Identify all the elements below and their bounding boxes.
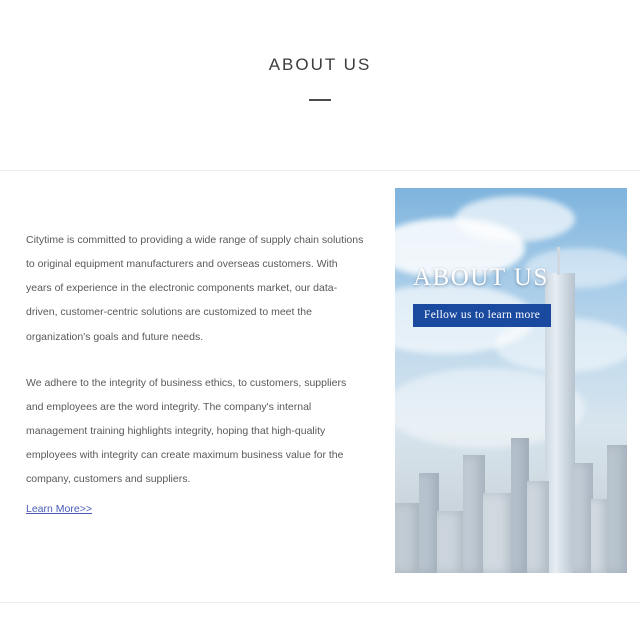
building-shape	[573, 463, 593, 573]
about-paragraph-2: We adhere to the integrity of business ethics, to customers, suppliers and employees are the word integrity. The company's internal management training highlights integrity, hoping that high-quality employees with integrity can create maximum business value for the company, customers and suppliers.	[26, 376, 347, 486]
skyline-graphic	[395, 383, 627, 573]
title-divider	[309, 99, 331, 101]
about-text-column	[0, 188, 395, 588]
section-header	[0, 0, 640, 101]
hero-image	[395, 188, 627, 573]
building-shape	[483, 493, 513, 573]
hero-title: ABOUT US	[413, 264, 549, 291]
about-image-column	[395, 188, 640, 588]
page-title: ABOUT US	[268, 55, 372, 74]
building-shape	[419, 473, 439, 573]
bottom-divider	[0, 602, 640, 603]
about-paragraph-1: Citytime is committed to providing a wide range of supply chain solutions to original equipment manufacturers and overseas customers. With years of experience in the electronic components market, our data-driven, customer-centric solutions are customized to meet the organization's goals and future needs.	[26, 234, 364, 343]
hero-overlay	[413, 264, 613, 327]
cloud-shape	[455, 196, 575, 242]
building-shape	[395, 503, 421, 573]
learn-more-link[interactable]: Learn More>>	[26, 503, 92, 516]
follow-us-button[interactable]: Fellow us to learn more	[413, 304, 551, 327]
building-shape	[437, 511, 465, 573]
about-content	[0, 188, 640, 588]
building-shape	[463, 455, 485, 573]
top-divider	[0, 170, 640, 171]
building-shape	[607, 445, 627, 573]
building-shape	[527, 481, 549, 573]
